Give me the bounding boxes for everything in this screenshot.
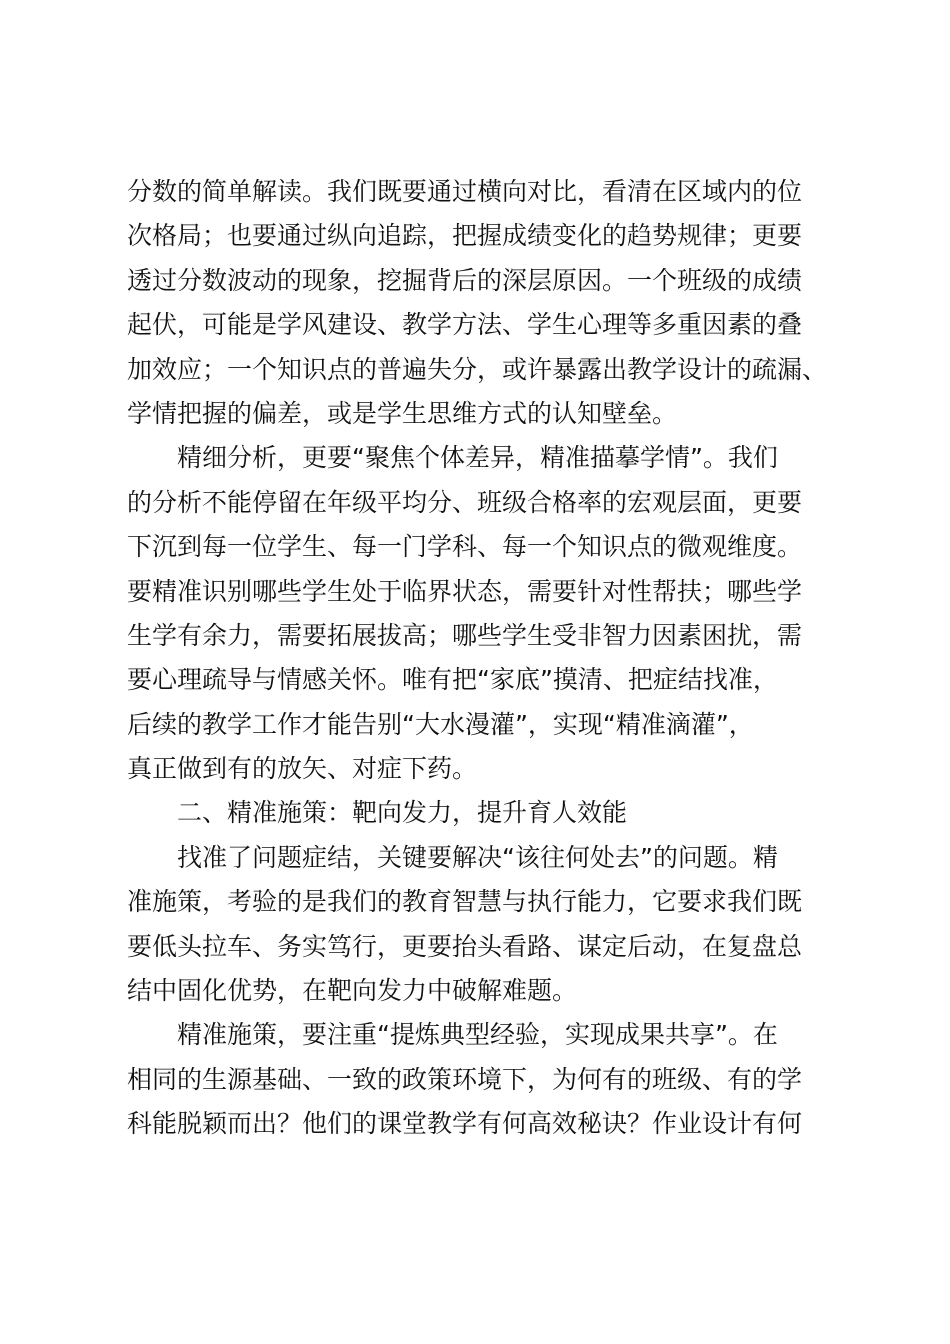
text-line: 下沉到每一位学生、每一门学科、每一个知识点的微观维度。 [127, 532, 803, 562]
text-line: 准施策，考验的是我们的教育智慧与执行能力，它要求我们既 [127, 887, 803, 917]
text-line: 的分析不能停留在年级平均分、班级合格率的宏观层面，更要 [127, 487, 803, 517]
text-line: 加效应；一个知识点的普遍失分，或许暴露出教学设计的疏漏、 [127, 354, 828, 384]
text-line: 科能脱颖而出？他们的课堂教学有何高效秘诀？作业设计有何 [127, 1109, 803, 1139]
text-line: 生学有余力，需要拓展拔高；哪些学生受非智力因素困扰，需 [127, 620, 803, 650]
document-body [127, 170, 839, 1147]
text-line: 分数的简单解读。我们既要通过横向对比，看清在区域内的位 [127, 177, 803, 206]
text-line: 要精准识别哪些学生处于临界状态，需要针对性帮扶；哪些学 [127, 576, 803, 606]
section-heading: 二、精准施策：靶向发力，提升育人效能 [177, 798, 628, 828]
paragraph-first-line: 精准施策，要注重“提炼典型经验，实现成果共享”。在 [177, 1020, 778, 1050]
text-line: 结中固化优势，在靶向发力中破解难题。 [127, 976, 578, 1006]
text-line: 相同的生源基础、一致的政策环境下，为何有的班级、有的学 [127, 1064, 803, 1094]
text-line: 学情把握的偏差，或是学生思维方式的认知壁垒。 [127, 398, 678, 428]
text-line: 起伏，可能是学风建设、教学方法、学生心理等多重因素的叠 [127, 310, 803, 340]
paragraph-first-line: 精细分析，更要“聚焦个体差异，精准描摹学情”。我们 [177, 443, 778, 473]
text-line: 要心理疏导与情感关怀。唯有把“家底”摸清、把症结找准， [127, 665, 778, 695]
text-line: 次格局；也要通过纵向追踪，把握成绩变化的趋势规律；更要 [127, 221, 803, 251]
text-line: 要低头拉车、务实笃行，更要抬头看路、谋定后动，在复盘总 [127, 931, 803, 961]
text-line: 后续的教学工作才能告别“大水漫灌”，实现“精准滴灌”， [127, 709, 754, 739]
text-line: 真正做到有的放矢、对症下药。 [127, 754, 478, 784]
text-line: 透过分数波动的现象，挖掘背后的深层原因。一个班级的成绩 [127, 265, 803, 295]
paragraph-first-line: 找准了问题症结，关键要解决“该往何处去”的问题。精 [177, 842, 778, 872]
